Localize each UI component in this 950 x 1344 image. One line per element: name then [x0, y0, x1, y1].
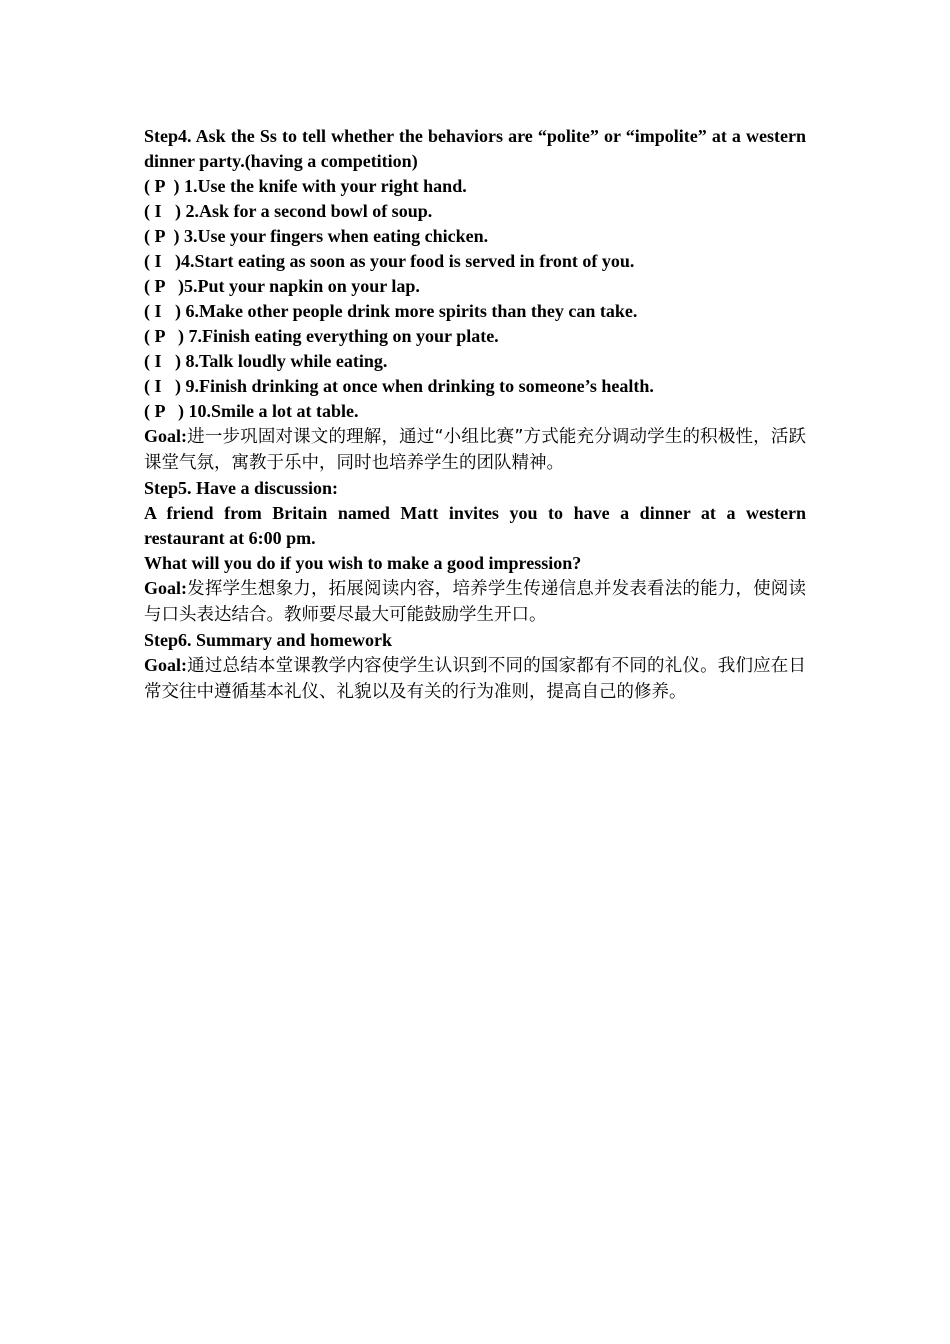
step5-heading: Step5. Have a discussion: — [144, 478, 339, 498]
behavior-text: 3.Use your fingers when eating chicken. — [179, 226, 489, 246]
behavior-text: 1.Use the knife with your right hand. — [179, 176, 467, 196]
answer-mark: ( I ) — [144, 301, 181, 321]
answer-mark: ( P ) — [144, 226, 180, 246]
step5-question: What will you do if you wish to make a good impression? — [144, 553, 582, 573]
answer-mark: ( P ) — [144, 401, 184, 421]
behavior-item-8 — [144, 349, 806, 374]
behavior-item-1 — [144, 174, 806, 199]
goal-text: 发挥学生想象力，拓展阅读内容，培养学生传递信息并发表看法的能力，使阅读与口头表达结合。教师要尽最大可能鼓励学生开口。 — [144, 579, 806, 625]
behavior-text: 7.Finish eating everything on your plate. — [184, 326, 499, 346]
step6-goal — [144, 653, 806, 705]
answer-mark: ( I ) — [144, 351, 181, 371]
behavior-item-3 — [144, 224, 806, 249]
step4-heading: Step4. Ask the Ss to tell whether the behaviors are “polite” or “impolite” at a western dinner party.(having a competition) — [144, 126, 806, 171]
step4-goal — [144, 424, 806, 476]
goal-label: Goal: — [144, 655, 187, 675]
behavior-text: 9.Finish drinking at once when drinking to someone’s health. — [181, 376, 654, 396]
behavior-text: 10.Smile a lot at table. — [184, 401, 359, 421]
behavior-item-5 — [144, 274, 806, 299]
behavior-text: 2.Ask for a second bowl of soup. — [181, 201, 433, 221]
answer-mark: ( P ) — [144, 176, 180, 196]
behavior-item-10 — [144, 399, 806, 424]
step5-scenario: A friend from Britain named Matt invites you to have a dinner at a western restaurant at 6:00 pm. — [144, 503, 806, 548]
behavior-item-2 — [144, 199, 806, 224]
behavior-text: 8.Talk loudly while eating. — [181, 351, 388, 371]
behavior-text: 5.Put your napkin on your lap. — [184, 276, 420, 296]
step5-goal — [144, 576, 806, 628]
goal-label: Goal: — [144, 578, 187, 598]
answer-mark: ( I ) — [144, 251, 181, 271]
behavior-text: 6.Make other people drink more spirits than they can take. — [181, 301, 638, 321]
behavior-item-9 — [144, 374, 806, 399]
goal-text: 通过总结本堂课教学内容使学生认识到不同的国家都有不同的礼仪。我们应在日常交往中遵循基本礼仪、礼貌以及有关的行为准则，提高自己的修养。 — [144, 656, 806, 702]
behavior-item-4 — [144, 249, 806, 274]
answer-mark: ( P ) — [144, 326, 184, 346]
step6-heading: Step6. Summary and homework — [144, 630, 393, 650]
behavior-item-6 — [144, 299, 806, 324]
behavior-text: 4.Start eating as soon as your food is served in front of you. — [181, 251, 635, 271]
goal-text: 进一步巩固对课文的理解，通过“小组比赛”方式能充分调动学生的积极性，活跃课堂气氛，寓教于乐中，同时也培养学生的团队精神。 — [144, 427, 806, 473]
answer-mark: ( I ) — [144, 201, 181, 221]
answer-mark: ( P ) — [144, 276, 184, 296]
document-page — [144, 124, 806, 705]
behavior-item-7 — [144, 324, 806, 349]
answer-mark: ( I ) — [144, 376, 181, 396]
goal-label: Goal: — [144, 426, 187, 446]
